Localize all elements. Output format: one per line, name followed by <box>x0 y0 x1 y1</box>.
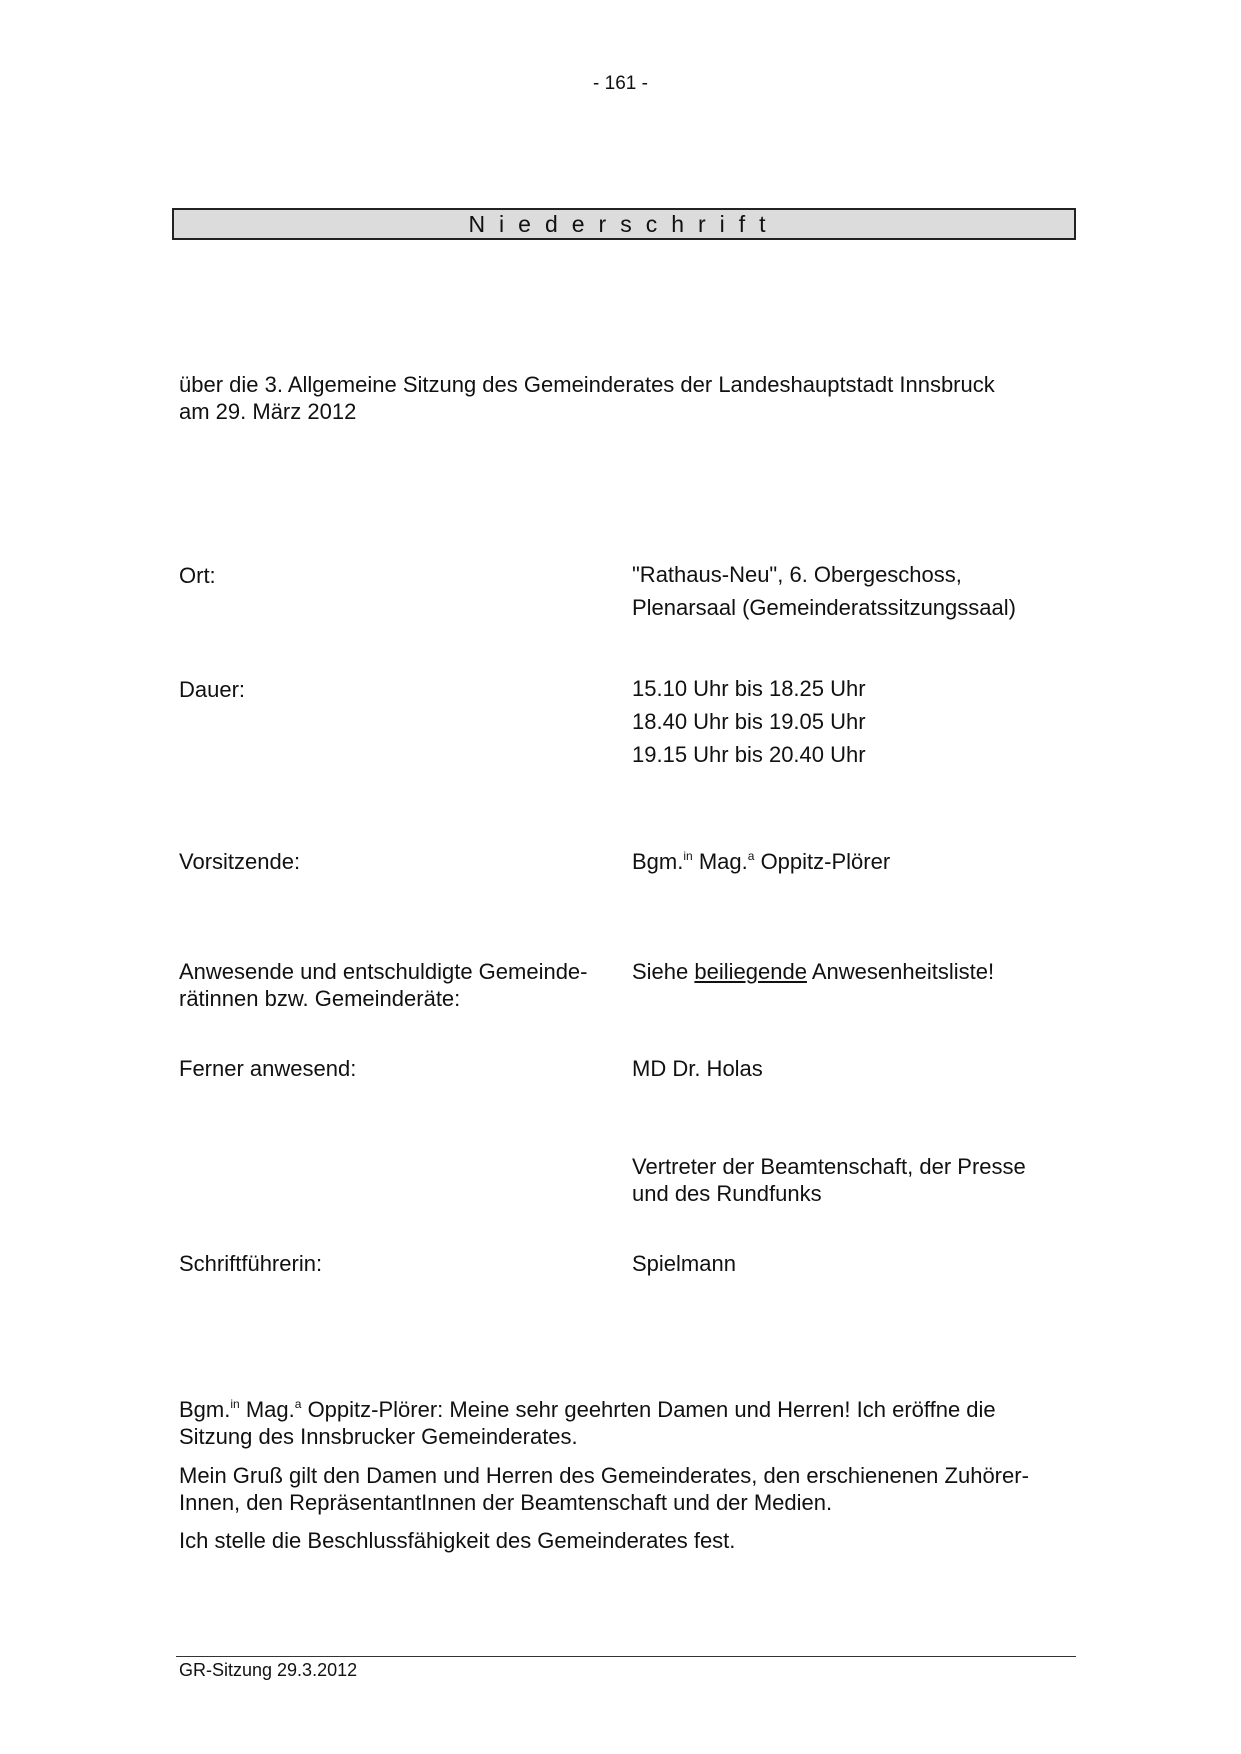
vorsitzende-mag: Mag. <box>698 849 748 874</box>
anwesende-label-line-2: rätinnen bzw. Gemeinderäte: <box>179 986 461 1011</box>
dauer-time-2: 18.40 Uhr bis 19.05 Uhr <box>632 709 866 734</box>
speaker-name: Oppitz-Plörer: <box>307 1397 444 1422</box>
anwesende-value <box>632 958 1092 985</box>
schriftfuehrerin-value: Spielmann <box>632 1251 736 1276</box>
vorsitzende-mag-sup: a <box>747 849 755 863</box>
ort-line-1: "Rathaus-Neu", 6. Obergeschoss, <box>632 562 962 587</box>
document-title: Niederschrift <box>172 208 1076 240</box>
ferner-label: Ferner anwesend: <box>179 1056 357 1081</box>
intro-line-1: über die 3. Allgemeine Sitzung des Gemeinderates der Landeshauptstadt Innsbruck <box>179 372 995 397</box>
speech-p2-line-1: Mein Gruß gilt den Damen und Herren des Gemeinderates, den erschienenen Zuhörer- <box>179 1463 1029 1488</box>
intro-text <box>179 371 1079 425</box>
speaker-mag-sup: a <box>294 1397 302 1411</box>
ort-line-2: Plenarsaal (Gemeinderatssitzungssaal) <box>632 595 1016 620</box>
speaker-title-sup: in <box>230 1397 240 1411</box>
vorsitzende-value <box>632 848 1092 875</box>
speech-p1-line-1 <box>179 1396 1079 1423</box>
speech-paragraph-1 <box>179 1396 1079 1450</box>
vorsitzende-label: Vorsitzende: <box>179 849 301 874</box>
ferner-extra-line-1: Vertreter der Beamtenschaft, der Presse <box>632 1154 1026 1179</box>
intro-line-2: am 29. März 2012 <box>179 399 357 424</box>
speech-p1-rest: Meine sehr geehrten Damen und Herren! Ich eröffne die <box>449 1397 996 1422</box>
ort-value <box>632 558 1092 624</box>
vorsitzende-title: Bgm. <box>632 849 684 874</box>
speech-paragraph-2 <box>179 1462 1079 1516</box>
ort-label: Ort: <box>179 563 216 588</box>
speaker-title: Bgm. <box>179 1397 231 1422</box>
schriftfuehrerin-label: Schriftführerin: <box>179 1251 323 1276</box>
vorsitzende-name: Oppitz-Plörer <box>760 849 891 874</box>
speaker-mag: Mag. <box>245 1397 295 1422</box>
dauer-time-3: 19.15 Uhr bis 20.40 Uhr <box>632 742 866 767</box>
speech-p2-line-2: Innen, den RepräsentantInnen der Beamtenschaft und der Medien. <box>179 1490 833 1515</box>
footer-rule <box>176 1656 1076 1657</box>
anwesende-label <box>179 958 629 1012</box>
anwesende-link: beiliegende <box>694 959 807 984</box>
ferner-value: MD Dr. Holas <box>632 1056 763 1081</box>
footer-text: GR-Sitzung 29.3.2012 <box>179 1660 358 1680</box>
speech-p1-line-2: Sitzung des Innsbrucker Gemeinderates. <box>179 1424 578 1449</box>
speech-paragraph-3: Ich stelle die Beschlussfähigkeit des Gemeinderates fest. <box>179 1528 736 1553</box>
dauer-time-1: 15.10 Uhr bis 18.25 Uhr <box>632 676 866 701</box>
dauer-value <box>632 672 1092 771</box>
anwesende-label-line-1: Anwesende und entschuldigte Gemeinde- <box>179 959 588 984</box>
ferner-extra-line-2: und des Rundfunks <box>632 1181 822 1206</box>
dauer-label: Dauer: <box>179 677 246 702</box>
vorsitzende-title-sup: in <box>683 849 693 863</box>
ferner-extra <box>632 1153 1092 1207</box>
anwesende-suffix: Anwesenheitsliste! <box>811 959 995 984</box>
page-number: - 161 - <box>593 73 648 94</box>
anwesende-prefix: Siehe <box>632 959 689 984</box>
